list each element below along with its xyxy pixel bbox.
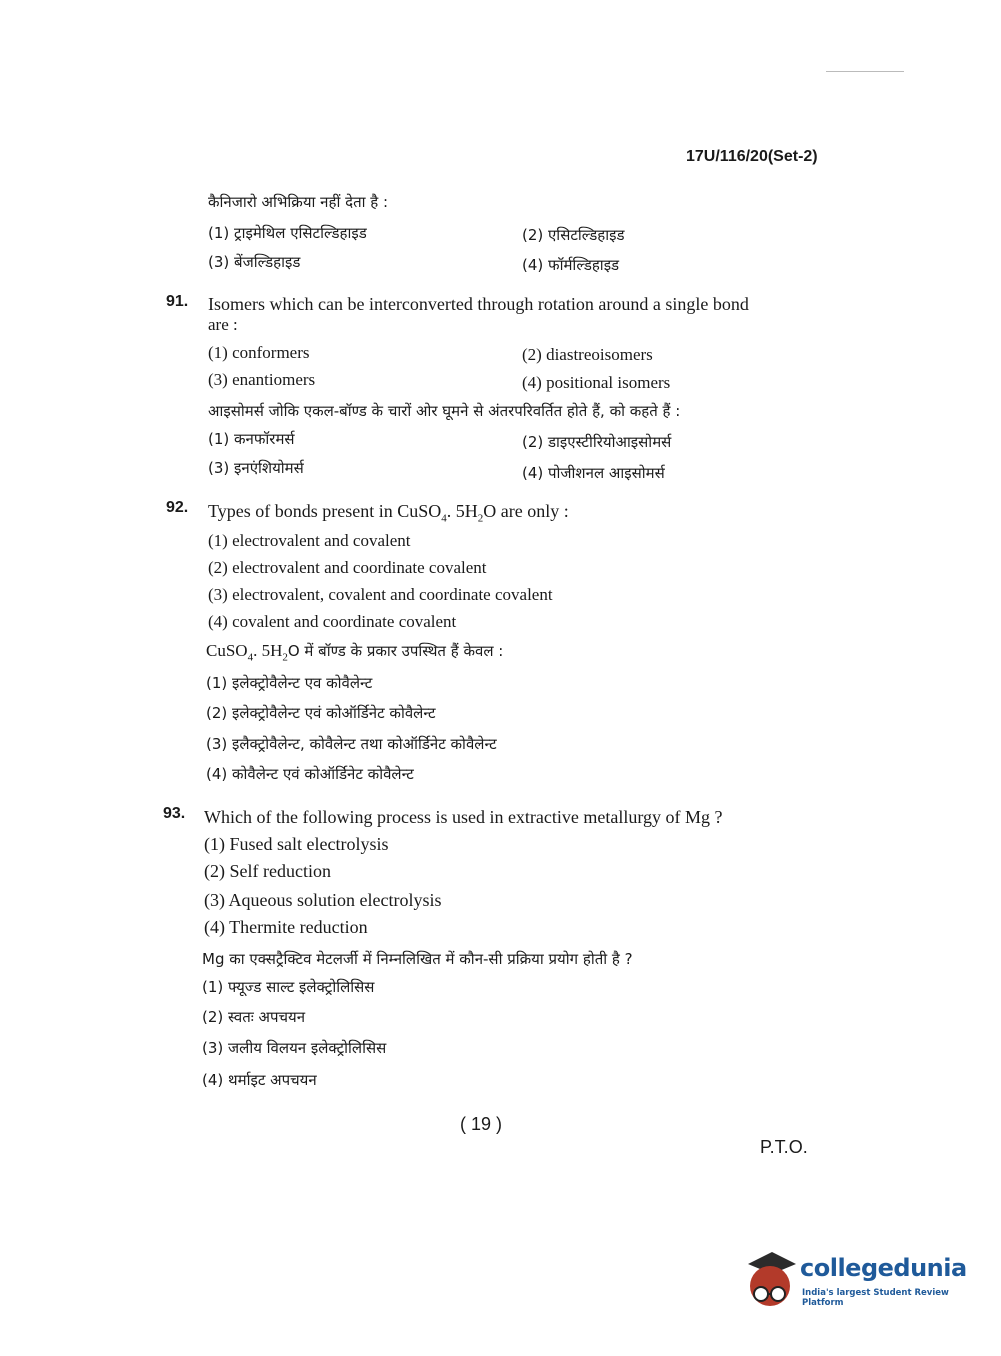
option-1: (1) electrovalent and covalent <box>208 531 411 550</box>
pto-label: P.T.O. <box>760 1137 808 1157</box>
option-4: (4) covalent and coordinate covalent <box>208 612 457 631</box>
option-2: (2) Self reduction <box>204 861 331 881</box>
question-number: 93. <box>163 805 186 822</box>
scan-mark <box>826 71 904 72</box>
option-1: (1) conformers <box>208 343 310 362</box>
hindi-option-3: (3) जलीय विलयन इलेक्ट्रोलिसिस <box>202 1039 387 1057</box>
stem-text: O में बॉण्ड के प्रकार उपस्थित हैं केवल : <box>287 642 504 660</box>
hindi-option-3: (3) इलैक्ट्रोवैलेन्ट, कोवैलेन्ट तथा कोऑर्डिनेट कोवैलेन्ट <box>206 735 497 753</box>
hindi-option-3: (3) इनएंशियोमर्स <box>208 459 304 477</box>
question-stem <box>208 500 569 530</box>
hindi-option-4: (4) थर्माइट अपचयन <box>202 1071 317 1089</box>
stem-text: CuSO <box>206 641 248 660</box>
q90-hindi-option-3: (3) बेंजल्डिहाइड <box>208 253 301 271</box>
question-number: 92. <box>166 499 189 516</box>
hindi-option-1: (1) इलेक्ट्रोवैलेन्ट एव कोवैलेन्ट <box>206 674 373 692</box>
question-stem-cont: are : <box>208 315 238 334</box>
hindi-option-4: (4) पोजीशनल आइसोमर्स <box>522 464 665 482</box>
paper-code: 17U/116/20(Set-2) <box>686 148 818 165</box>
hindi-option-4: (4) कोवैलेन्ट एवं कोऑर्डिनेट कोवैलेन्ट <box>206 765 414 783</box>
collegedunia-logo <box>742 1250 972 1312</box>
hindi-option-2: (2) डाइएस्टीरियोआइसोमर्स <box>522 433 672 451</box>
mascot-icon <box>742 1250 800 1312</box>
subscript: 2 <box>477 512 484 525</box>
subscript: 4 <box>441 512 447 525</box>
question-stem: Which of the following process is used in extractive metallurgy of Mg ? <box>204 807 723 827</box>
option-2: (2) diastreoisomers <box>522 345 653 364</box>
question-number: 91. <box>166 293 189 310</box>
stem-text: O are only : <box>483 501 569 521</box>
page-number: ( 19 ) <box>460 1114 503 1134</box>
logo-name: collegedunia <box>800 1254 967 1282</box>
hindi-option-1: (1) फ्यूज्ड साल्ट इलेक्ट्रोलिसिस <box>202 978 375 996</box>
stem-text: . 5H <box>446 501 478 521</box>
q90-hindi-stem: कैनिजारो अभिक्रिया नहीं देता है : <box>208 193 389 211</box>
subscript: 2 <box>282 651 288 664</box>
stem-text: . 5H <box>253 641 283 660</box>
hindi-stem: आइसोमर्स जोकि एकल-बॉण्ड के चारों ओर घूमने से अंतरपरिवर्तित होते हैं, को कहते हैं : <box>208 402 681 420</box>
subscript: 4 <box>247 651 254 664</box>
q90-hindi-option-1: (1) ट्राइमेथिल एसिटल्डिहाइड <box>208 224 367 242</box>
option-3: (3) electrovalent, covalent and coordinate covalent <box>208 585 553 604</box>
hindi-stem: Mg का एक्सट्रैक्टिव मेटलर्जी में निम्नलिखित में कौन-सी प्रक्रिया प्रयोग होती है ? <box>202 950 633 968</box>
hindi-stem <box>206 640 503 668</box>
hindi-option-2: (2) इलेक्ट्रोवैलेन्ट एवं कोऑर्डिनेट कोवैलेन्ट <box>206 704 436 722</box>
logo-tagline: India's largest Student Review Platform <box>802 1288 949 1308</box>
q90-hindi-option-2: (2) एसिटल्डिहाइड <box>522 226 625 244</box>
option-3: (3) enantiomers <box>208 370 316 389</box>
hindi-option-2: (2) स्वतः अपचयन <box>202 1008 306 1026</box>
option-4: (4) positional isomers <box>522 373 671 392</box>
option-1: (1) Fused salt electrolysis <box>204 834 389 854</box>
option-4: (4) Thermite reduction <box>204 917 368 937</box>
question-stem: Isomers which can be interconverted through rotation around a single bond <box>208 294 749 314</box>
option-2: (2) electrovalent and coordinate covalent <box>208 558 487 577</box>
q90-hindi-option-4: (4) फॉर्मल्डिहाइड <box>522 256 620 274</box>
hindi-option-1: (1) कनफॉरमर्स <box>208 430 295 448</box>
option-3: (3) Aqueous solution electrolysis <box>204 890 442 910</box>
stem-text: Types of bonds present in CuSO <box>208 501 442 521</box>
